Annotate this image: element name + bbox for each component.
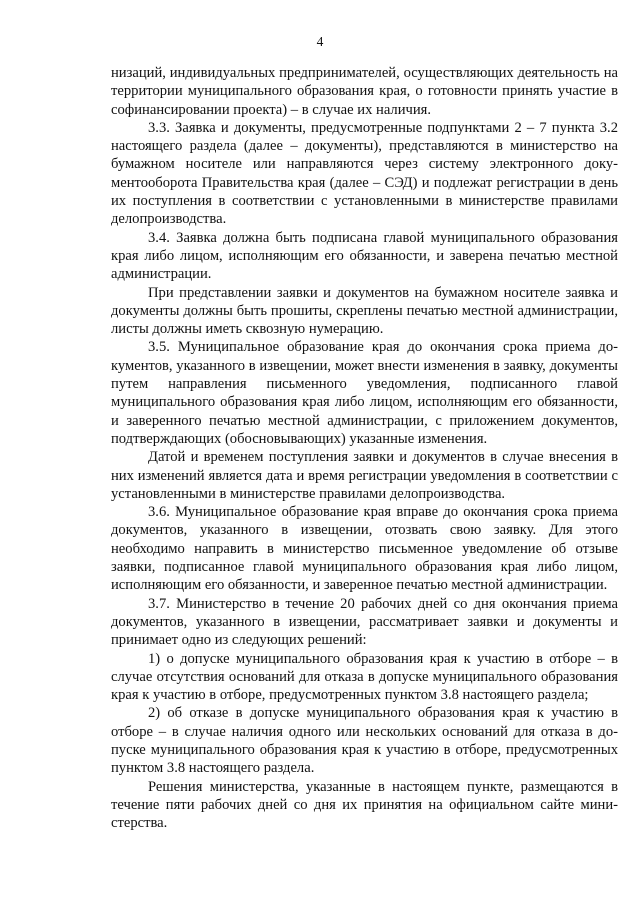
document-body [111, 64, 618, 832]
paragraph-paper-submission: При представлении заявки и документов на бумажном носителе заявка и документы должны быть прошиты, скреплены печатью местной администрации, листы должны иметь сквозную нумерацию. [111, 284, 618, 338]
paragraph-continuation: низаций, индивидуальных предпринимателей, осуществляющих деятельность на территории муниципального образования края, о готовности принять участие в софинансировании проекта) – в случае их наличия. [111, 65, 618, 118]
paragraph-decisions-publication: Решения министерства, указанные в настоящем пункте, размещаются в течение пяти рабочих дней со дня их принятия на официальном сайте министерства. [111, 778, 618, 832]
paragraph-3-7: 3.7. Министерство в течение 20 рабочих дней со дня окончания приема документов, указанного в извещении, рассматривает заявки и документы и принимает одно из следующих решений: [111, 595, 618, 649]
paragraph-3-3: 3.3. Заявка и документы, предусмотренные подпунктами 2 – 7 пункта 3.2 настоящего раздела (далее – документы), представляются в министерство на бумажном носителе или направляются через систему электронного документооборота Правительства края (далее – СЭД) и подлежат регистрации в день их поступления в соответствии с установленными в министерстве правилами делопроизводства. [111, 119, 618, 228]
paragraph-3-4: 3.4. Заявка должна быть подписана главой муниципального образования края либо лицом, исполняющим его обязанности, и заверена печатью местной администрации. [111, 229, 618, 283]
paragraph-decision-2: 2) об отказе в допуске муниципального образования края к участию в отборе – в случае наличия одного или нескольких оснований для отказа в допуске муниципального образования края к участию в отборе, предусмотренных пунктом 3.8 настоящего раздела. [111, 705, 618, 777]
paragraph-3-6: 3.6. Муниципальное образование края вправе до окончания срока приема документов, указанного в извещении, отозвать свою заявку. Для этого необходимо направить в министерство письменное уведомление об отзыве заявки, подписанное главой муниципального образования края либо лицом, исполняющим его обязанности, и заверенное печатью местной администрации. [111, 504, 618, 594]
page-number: 4 [316, 34, 324, 49]
paragraph-decision-1: 1) о допуске муниципального образования края к участию в отборе – в случае отсутствия оснований для отказа в допуске муниципального образования края к участию в отборе, предусмотренных пунктом 3.8 настоящего раздела; [111, 650, 618, 704]
paragraph-3-5: 3.5. Муниципальное образование края до окончания срока приема документов, указанного в извещении, может внести изменения в заявку, документы путем направления письменного уведомления, подписанного главой муниципального образования края либо лицом, исполняющим его обязанности, и заверенного печатью местной администрации, с приложением документов, подтверждающих (обосновывающих) указанные изменения. [111, 339, 618, 447]
paragraph-change-date: Датой и временем поступления заявки и документов в случае внесения в них изменений является дата и время регистрации уведомления в соответствии с установленными в министерстве правилами делопроизводства. [111, 449, 618, 502]
